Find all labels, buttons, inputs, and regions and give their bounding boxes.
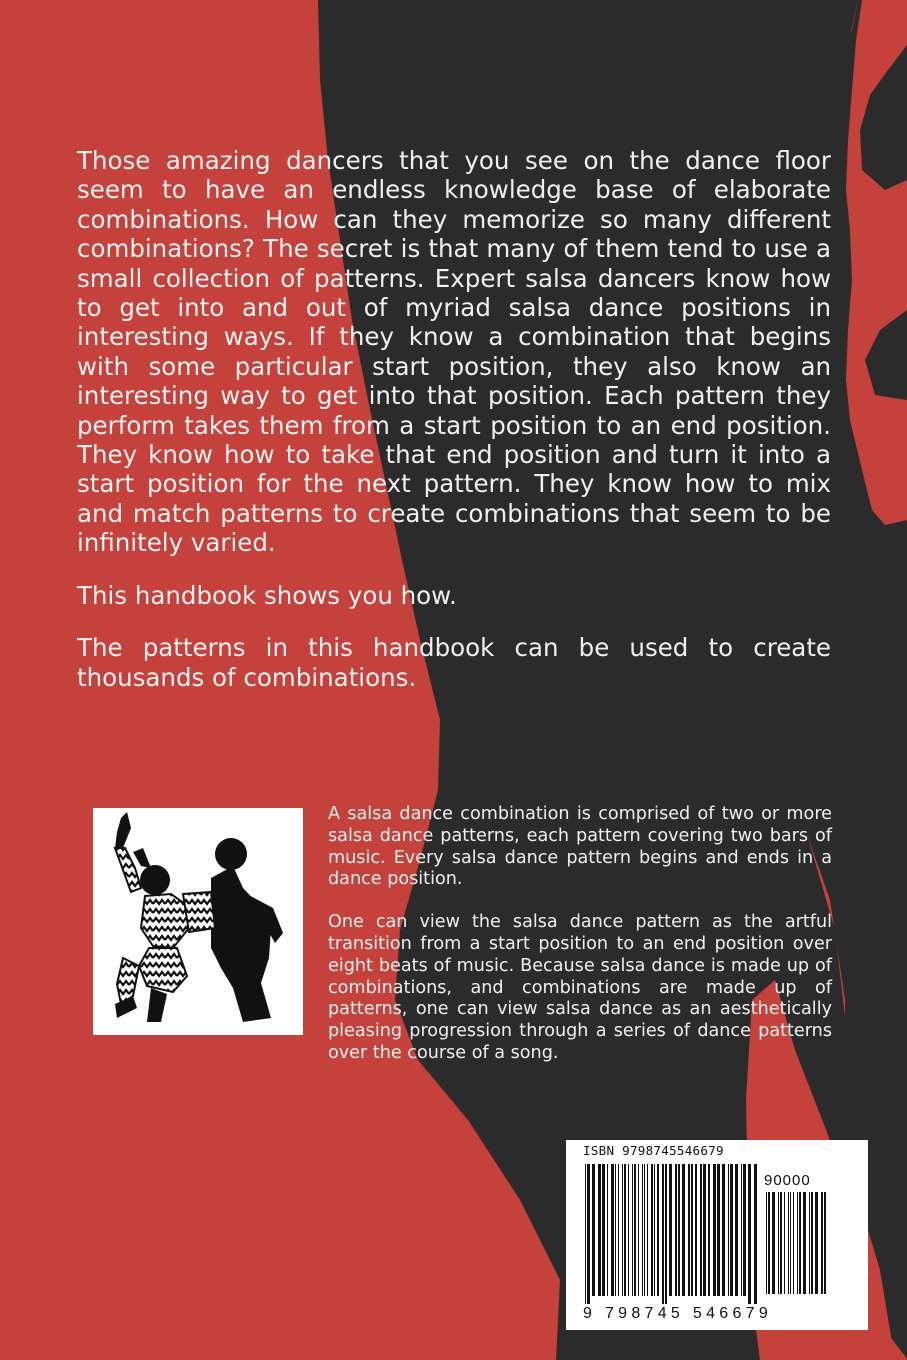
barcode-bar xyxy=(678,1164,680,1296)
barcode-bar xyxy=(730,1164,733,1296)
barcode-bar xyxy=(703,1164,706,1296)
barcode-bar xyxy=(821,1192,823,1294)
ean-digits: 9 798745 546679 xyxy=(583,1305,773,1322)
barcode-bar xyxy=(682,1164,685,1296)
barcode-bar xyxy=(587,1164,590,1304)
price-barcode-bars xyxy=(766,1192,828,1302)
barcode-bar xyxy=(797,1192,798,1294)
barcode-bar xyxy=(642,1164,643,1296)
barcode-bar xyxy=(598,1164,601,1296)
barcode-bar xyxy=(647,1164,648,1296)
barcode-bar xyxy=(784,1192,785,1294)
isbn-barcode xyxy=(566,1140,868,1330)
side-description xyxy=(328,804,832,1065)
barcode-bar xyxy=(700,1164,702,1296)
barcode-bar xyxy=(622,1164,623,1296)
barcode-bar xyxy=(675,1164,677,1296)
barcode-bar xyxy=(688,1164,690,1296)
barcode-bar xyxy=(824,1192,826,1294)
barcode-bar xyxy=(634,1164,636,1296)
barcode-bar xyxy=(615,1164,616,1296)
barcode-bar xyxy=(743,1164,746,1296)
barcode-bar xyxy=(592,1164,595,1296)
barcode-bar xyxy=(638,1164,639,1296)
barcode-bar xyxy=(585,1164,586,1304)
barcode-bar xyxy=(607,1164,608,1296)
side-paragraph-1: A salsa dance combination is comprised of two or more salsa dance patterns, each pattern covering two bars of music. Every salsa dance pattern begins and ends in a dance position. xyxy=(328,804,832,890)
barcode-bar xyxy=(669,1164,672,1296)
barcode-bar xyxy=(793,1192,794,1294)
barcode-bar xyxy=(741,1164,742,1296)
barcode-bar xyxy=(815,1192,818,1294)
barcode-bar xyxy=(790,1192,791,1294)
barcode-bar xyxy=(624,1164,626,1296)
barcode-bar xyxy=(811,1192,813,1294)
barcode-bar xyxy=(602,1164,605,1296)
barcode-bar xyxy=(654,1164,655,1296)
barcode-bar xyxy=(778,1192,779,1294)
barcode-bar xyxy=(657,1164,659,1296)
main-paragraph-2: This handbook shows you how. xyxy=(77,580,457,610)
main-description xyxy=(77,146,831,692)
ean-barcode-bars xyxy=(585,1164,761,1304)
barcode-bar xyxy=(651,1164,653,1296)
barcode-bar xyxy=(717,1164,720,1296)
barcode-bar xyxy=(809,1192,810,1294)
barcode-bar xyxy=(628,1164,629,1296)
barcode-bar xyxy=(768,1192,770,1294)
price-code: 90000 xyxy=(764,1172,811,1189)
barcode-bar xyxy=(708,1164,710,1296)
barcode-bar xyxy=(754,1164,757,1304)
barcode-bar xyxy=(735,1164,738,1296)
barcode-bar xyxy=(662,1164,664,1304)
main-paragraph-3: The patterns in this handbook can be used to create thousands of combinations. xyxy=(77,633,831,692)
barcode-bar xyxy=(748,1164,751,1304)
barcode-bar xyxy=(766,1192,767,1294)
barcode-bar xyxy=(632,1164,633,1296)
barcode-bar xyxy=(788,1192,789,1294)
barcode-bar xyxy=(713,1164,716,1296)
dancing-couple-image xyxy=(93,808,303,1035)
main-paragraph-1: Those amazing dancers that you see on the dance floor seem to have an endless knowledge base of elaborate combinations. How can they memorize so many different combinations? The secret is that many of them tend to use a small collection of patterns. Expert salsa dancers know how to get into and out of myriad salsa dance positions in interesting ways. If they know a combination that begins with some particular start position, they also know an interesting way to get into that position. Each pattern they perform takes them from a start position to an end position. They know how to take that end position and turn it into a start position for the next pattern. They know how to mix and match patterns to create combinations that seem to be infinitely varied. xyxy=(77,146,831,558)
isbn-label: ISBN 9798745546679 xyxy=(583,1143,724,1158)
barcode-bar xyxy=(695,1164,697,1296)
barcode-bar xyxy=(799,1192,801,1294)
barcode-bar xyxy=(665,1164,667,1304)
barcode-bar xyxy=(722,1164,725,1296)
barcode-bar xyxy=(618,1164,619,1296)
side-paragraph-2: One can view the salsa dance pattern as the artful transition from a start position to an end position over eight beats of music. Because salsa dance is made up of combinations, and combinations are made up of patterns, one can view salsa dance as an aesthetically pleasing progression through a series of dance patterns over the course of a song. xyxy=(328,912,832,1063)
barcode-bar xyxy=(691,1164,693,1296)
salsa-dancing-couple-icon xyxy=(93,808,303,1035)
barcode-bar xyxy=(644,1164,645,1296)
barcode-bar xyxy=(728,1164,729,1296)
barcode-bar xyxy=(611,1164,614,1296)
barcode-bar xyxy=(780,1192,782,1294)
barcode-bar xyxy=(772,1192,775,1294)
barcode-bar xyxy=(803,1192,806,1294)
